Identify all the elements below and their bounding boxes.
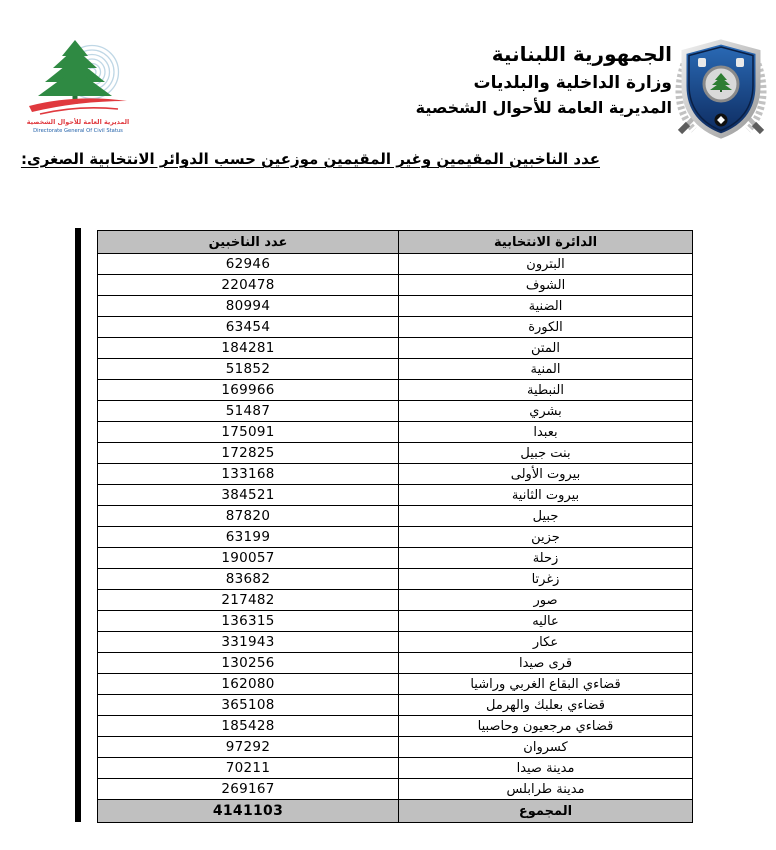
voter-count-cell: 130256: [98, 653, 399, 674]
table-row: [98, 422, 693, 443]
district-cell: الكورة: [399, 317, 693, 338]
table-row: [98, 338, 693, 359]
voter-count-cell: 162080: [98, 674, 399, 695]
voter-count-cell: 51487: [98, 401, 399, 422]
logo-english-caption: Directorate General Of Civil Status: [33, 128, 123, 134]
voters-table-body: [98, 254, 693, 800]
voter-count-cell: 97292: [98, 737, 399, 758]
table-row: [98, 317, 693, 338]
district-cell: جبيل: [399, 506, 693, 527]
voter-count-cell: 217482: [98, 590, 399, 611]
district-cell: قضاءي البقاع الغربي وراشيا: [399, 674, 693, 695]
voter-count-cell: 133168: [98, 464, 399, 485]
district-cell: المنية: [399, 359, 693, 380]
voters-table-header: [98, 231, 693, 254]
district-cell: قرى صيدا: [399, 653, 693, 674]
total-label-cell: المجموع: [399, 800, 693, 823]
table-row: [98, 737, 693, 758]
district-cell: عاليه: [399, 611, 693, 632]
column-header-district: الدائرة الانتخابية: [399, 231, 693, 254]
table-row: [98, 485, 693, 506]
document-title: عدد الناخبين المقيمين وغير المقيمين موزعين حسب الدوائر الانتخابية الصغرى:: [20, 150, 600, 168]
voters-table: [97, 230, 693, 823]
table-row: [98, 527, 693, 548]
header-row: [98, 231, 693, 254]
table-row: [98, 296, 693, 317]
district-cell: بشري: [399, 401, 693, 422]
district-cell: البترون: [399, 254, 693, 275]
voter-count-cell: 175091: [98, 422, 399, 443]
left-margin-rule: [75, 228, 81, 822]
table-row: [98, 674, 693, 695]
voter-count-cell: 185428: [98, 716, 399, 737]
table-row: [98, 275, 693, 296]
table-row: [98, 359, 693, 380]
district-cell: مدينة طرابلس: [399, 779, 693, 800]
district-cell: الشوف: [399, 275, 693, 296]
voter-count-cell: 62946: [98, 254, 399, 275]
voter-count-cell: 83682: [98, 569, 399, 590]
total-count-cell: 4141103: [98, 800, 399, 823]
district-cell: عكار: [399, 632, 693, 653]
district-cell: زغرتا: [399, 569, 693, 590]
voter-count-cell: 70211: [98, 758, 399, 779]
table-row: [98, 548, 693, 569]
total-row: [98, 800, 693, 823]
district-cell: بنت جبيل: [399, 443, 693, 464]
voter-count-cell: 172825: [98, 443, 399, 464]
district-cell: بيروت الثانية: [399, 485, 693, 506]
republic-title: الجمهورية اللبنانية: [491, 42, 672, 66]
table-row: [98, 758, 693, 779]
voter-count-cell: 220478: [98, 275, 399, 296]
district-cell: مدينة صيدا: [399, 758, 693, 779]
voter-count-cell: 136315: [98, 611, 399, 632]
table-row: [98, 506, 693, 527]
district-cell: قضاءي مرجعيون وحاصبيا: [399, 716, 693, 737]
logo-arabic-caption: المديرية العامة للأحوال الشخصية: [26, 118, 130, 126]
cedar-fingerprint-icon: [26, 38, 130, 138]
district-cell: كسروان: [399, 737, 693, 758]
table-row: [98, 695, 693, 716]
table-row: [98, 380, 693, 401]
shield-swords-icon: [674, 34, 768, 142]
ministry-shield-emblem: [674, 34, 768, 142]
voter-count-cell: 384521: [98, 485, 399, 506]
district-cell: النبطية: [399, 380, 693, 401]
voter-count-cell: 51852: [98, 359, 399, 380]
district-cell: بعبدا: [399, 422, 693, 443]
table-row: [98, 653, 693, 674]
voter-count-cell: 63199: [98, 527, 399, 548]
civil-status-logo: [26, 38, 130, 138]
voter-count-cell: 331943: [98, 632, 399, 653]
ministry-title: وزارة الداخلية والبلديات: [473, 73, 672, 93]
table-row: [98, 569, 693, 590]
directorate-title: المديرية العامة للأحوال الشخصية: [415, 98, 672, 118]
voter-count-cell: 190057: [98, 548, 399, 569]
district-cell: جزين: [399, 527, 693, 548]
table-row: [98, 443, 693, 464]
voter-count-cell: 184281: [98, 338, 399, 359]
voter-count-cell: 63454: [98, 317, 399, 338]
table-row: [98, 716, 693, 737]
table-row: [98, 401, 693, 422]
district-cell: صور: [399, 590, 693, 611]
table-row: [98, 254, 693, 275]
voter-count-cell: 87820: [98, 506, 399, 527]
table-row: [98, 779, 693, 800]
voter-count-cell: 80994: [98, 296, 399, 317]
table-row: [98, 632, 693, 653]
voter-count-cell: 269167: [98, 779, 399, 800]
district-cell: بيروت الأولى: [399, 464, 693, 485]
voter-count-cell: 365108: [98, 695, 399, 716]
district-cell: المتن: [399, 338, 693, 359]
gov-header: [416, 42, 672, 118]
voters-table-footer: [98, 800, 693, 823]
district-cell: الضنية: [399, 296, 693, 317]
voter-count-cell: 169966: [98, 380, 399, 401]
table-row: [98, 590, 693, 611]
table-row: [98, 464, 693, 485]
district-cell: زحلة: [399, 548, 693, 569]
table-row: [98, 611, 693, 632]
district-cell: قضاءي بعلبك والهرمل: [399, 695, 693, 716]
column-header-voter-count: عدد الناخبين: [98, 231, 399, 254]
